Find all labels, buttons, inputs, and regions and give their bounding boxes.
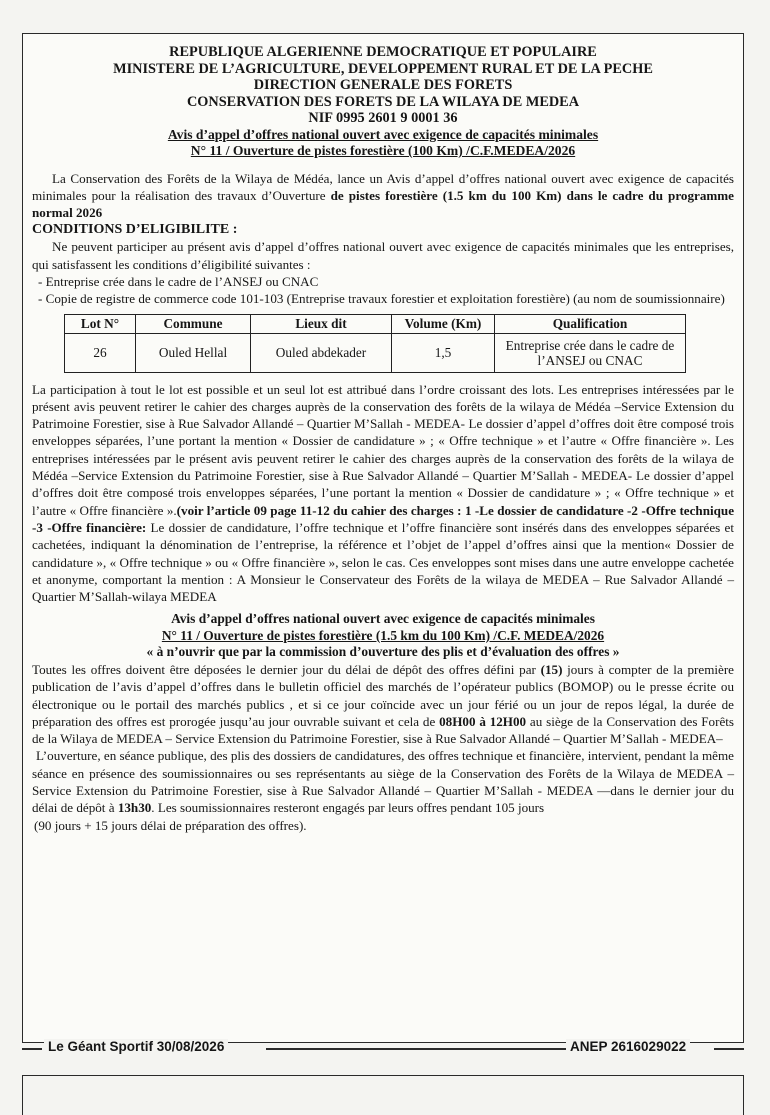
table-row xyxy=(65,333,686,372)
eligibility-text: Ne peuvent participer au présent avis d’appel d’offres national ouvert avec exigence de capacités minimales que les entreprises, qui satisfassent les conditions d’éligibilité suivantes : xyxy=(32,239,734,272)
section2-avis: Avis d’appel d’offres national ouvert avec exigence de capacités minimales xyxy=(171,611,595,627)
footer xyxy=(22,1036,744,1060)
body1-text-a: La participation à tout le lot est possible et un seul lot est attribué dans l’ordre croissant des lots. Les entreprises intéressées par le présent avis peuvent retirer le cahier des charges auprès de la conservation des forêts de la wilaya de Médéa –Service Extension du Patrimoine Forestier, sise à Rue Salvador Allandé – Quartier M’Sallah - MEDEA- Le dossier d’appel d’offres doit être composé trois enveloppes séparées, l’une portant la mention « Dossier de candidature » ; « Offre technique » et l’autre « Offre financière ». Les entreprises intéressées par le présent avis peuvent retirer le cahier des charges auprès de la conservation des forêts de la wilaya de Médéa –Service Extension du Patrimoine Forestier, sise à Rue Salvador Allandé – Quartier M’Sallah - MEDEA- Le dossier d’appel d’offres doit être composé trois enveloppes séparées, l’une portant la mention « Dossier de candidature » ; « Offre technique » et l’autre « Offre financière ». xyxy=(32,381,734,518)
body2-text: jours à compter de la première publication de l’avis d’appel d’offres dans le bulletin officiel des marchés de l’opérateur publics (BOMOP) ou le presse écrite ou électronique ou le portail des marchés publics , et si ce jour coïncide avec un jour férié ou un jour de repos légal, la durée de préparation des offres est prorogée jusqu’au jour ouvrable suivant et cela de xyxy=(32,661,734,729)
header-numero: N° 11 / Ouverture de pistes forestière (100 Km) /C.F.MEDEA/2026 xyxy=(190,143,576,158)
body1-text-b: Le dossier de candidature, l’offre technique et l’offre financière sont insérés dans des enveloppes séparées et cachetées, indiquant la dénomination de l’entreprise, la référence et l’objet de l’appel d’offres ainsi que la mention« Dossier de candidature », « Offre technique » ou « Offre financière », selon le cas. Ces enveloppes sont mises dans une autre enveloppe cachetée et anonyme, comportant la mention : A Monsieur le Conservateur des Forêts de la wilaya de MEDEA – Rue Salvador Allandé – Quartier M’Sallah-wilaya MEDEA xyxy=(32,519,734,605)
lots-table-header xyxy=(65,314,686,333)
body-paragraph-1 xyxy=(32,381,734,606)
eligibility-item: - Copie de registre de commerce code 101-103 (Entreprise travaux forestier et exploitation forestière) (au nom de soumissionnaire) xyxy=(38,291,725,307)
announcement-frame xyxy=(22,33,744,1043)
body3-bold-time: 13h30 xyxy=(117,800,152,816)
col-commune: Commune xyxy=(136,314,251,333)
footer-rule xyxy=(22,1048,42,1050)
header-block xyxy=(32,44,734,160)
body3-last-line: (90 jours + 15 jours délai de préparation des offres). xyxy=(34,817,307,833)
body2-text: Toutes les offres doivent être déposées le dernier jour du délai de dépôt des offres défini par xyxy=(32,661,541,677)
col-lot: Lot N° xyxy=(65,314,136,333)
next-announcement-frame xyxy=(22,1075,744,1115)
announcement-content xyxy=(32,42,734,834)
col-qualification: Qualification xyxy=(495,314,686,333)
header-republic: REPUBLIQUE ALGERIENNE DEMOCRATIQUE ET POPULAIRE xyxy=(169,44,597,60)
header-direction: DIRECTION GENERALE DES FORETS xyxy=(253,77,513,93)
footer-rule xyxy=(714,1048,744,1050)
header-nif: NIF 0995 2601 9 0001 36 xyxy=(308,110,458,126)
cell-qualification: Entreprise crée dans le cadre de l’ANSEJ ou CNAC xyxy=(495,333,686,372)
body-paragraph-3 xyxy=(32,747,734,816)
eligibility-item: - Entreprise crée dans le cadre de l’ANSEJ ou CNAC xyxy=(38,273,319,289)
section2-mention: « à n’ouvrir que par la commission d’ouverture des plis et d’évaluation des offres » xyxy=(146,644,620,660)
footer-rule xyxy=(266,1048,566,1050)
section2-block xyxy=(32,611,734,661)
cell-lot: 26 xyxy=(65,333,136,372)
cell-volume: 1,5 xyxy=(392,333,495,372)
section2-numero: N° 11 / Ouverture de pistes forestière (1.5 km du 100 Km) /C.F. MEDEA/2026 xyxy=(161,627,605,643)
body2-bold-days: (15) xyxy=(540,661,563,677)
header-conservation: CONSERVATION DES FORETS DE LA WILAYA DE MEDEA xyxy=(186,93,580,110)
body1-bold: (voir l’article 09 page 11-12 du cahier des charges : 1 -Le dossier de candidature -2 -Offre technique -3 -Offre financière: xyxy=(32,502,735,535)
intro-paragraph xyxy=(32,170,734,222)
cell-lieux: Ouled abdekader xyxy=(251,333,392,372)
body-paragraph-2 xyxy=(32,661,734,747)
body3-text: . Les soumissionnaires resteront engagés par leurs offres pendant 105 jours xyxy=(151,800,545,816)
col-volume: Volume (Km) xyxy=(392,314,495,333)
footer-anep: ANEP 2616029022 xyxy=(566,1039,690,1054)
header-avis: Avis d’appel d’offres national ouvert avec exigence de capacités minimales xyxy=(167,126,599,142)
body2-text: au siège de la Conservation des Forêts de la Wilaya de MEDEA – Service Extension du Patrimoine Forestier, sise à Rue Salvador Allandé – Quartier M’Sallah - MEDEA– xyxy=(32,713,734,747)
body2-bold-hours: 08H00 à 12H00 xyxy=(439,713,527,729)
header-ministry: MINISTERE DE L’AGRICULTURE, DEVELOPPEMENT RURAL ET DE LA PECHE xyxy=(113,60,653,77)
eligibility-title: CONDITIONS D’ELIGIBILITE : xyxy=(32,222,238,238)
lots-table xyxy=(64,314,686,373)
intro-bold: de pistes forestière (1.5 km du 100 Km) dans le cadre du programme normal 2026 xyxy=(32,187,734,221)
intro-text: La Conservation des Forêts de la Wilaya de Médéa, lance un Avis d’appel d’offres national ouvert avec exigence de capacités minimales pour la réalisation des travaux d’Ouverture xyxy=(32,170,734,203)
footer-publication: Le Géant Sportif 30/08/2026 xyxy=(44,1039,228,1054)
cell-commune: Ouled Hellal xyxy=(136,333,251,372)
col-lieux: Lieux dit xyxy=(251,314,392,333)
body3-text: L’ouverture, en séance publique, des plis des dossiers de candidatures, des offres technique et financière, intervient, pendant la même séance en présence des soumissionnaires ou ses représentants au siège de la Conservation des Forêts de la Wilaya de MEDEA – Service Extension du Patrimoine Forestier, sise à Rue Salvador Allandé – Quartier M’Sallah - MEDEA —dans le dernier jour du délai de dépôt à xyxy=(32,748,734,816)
